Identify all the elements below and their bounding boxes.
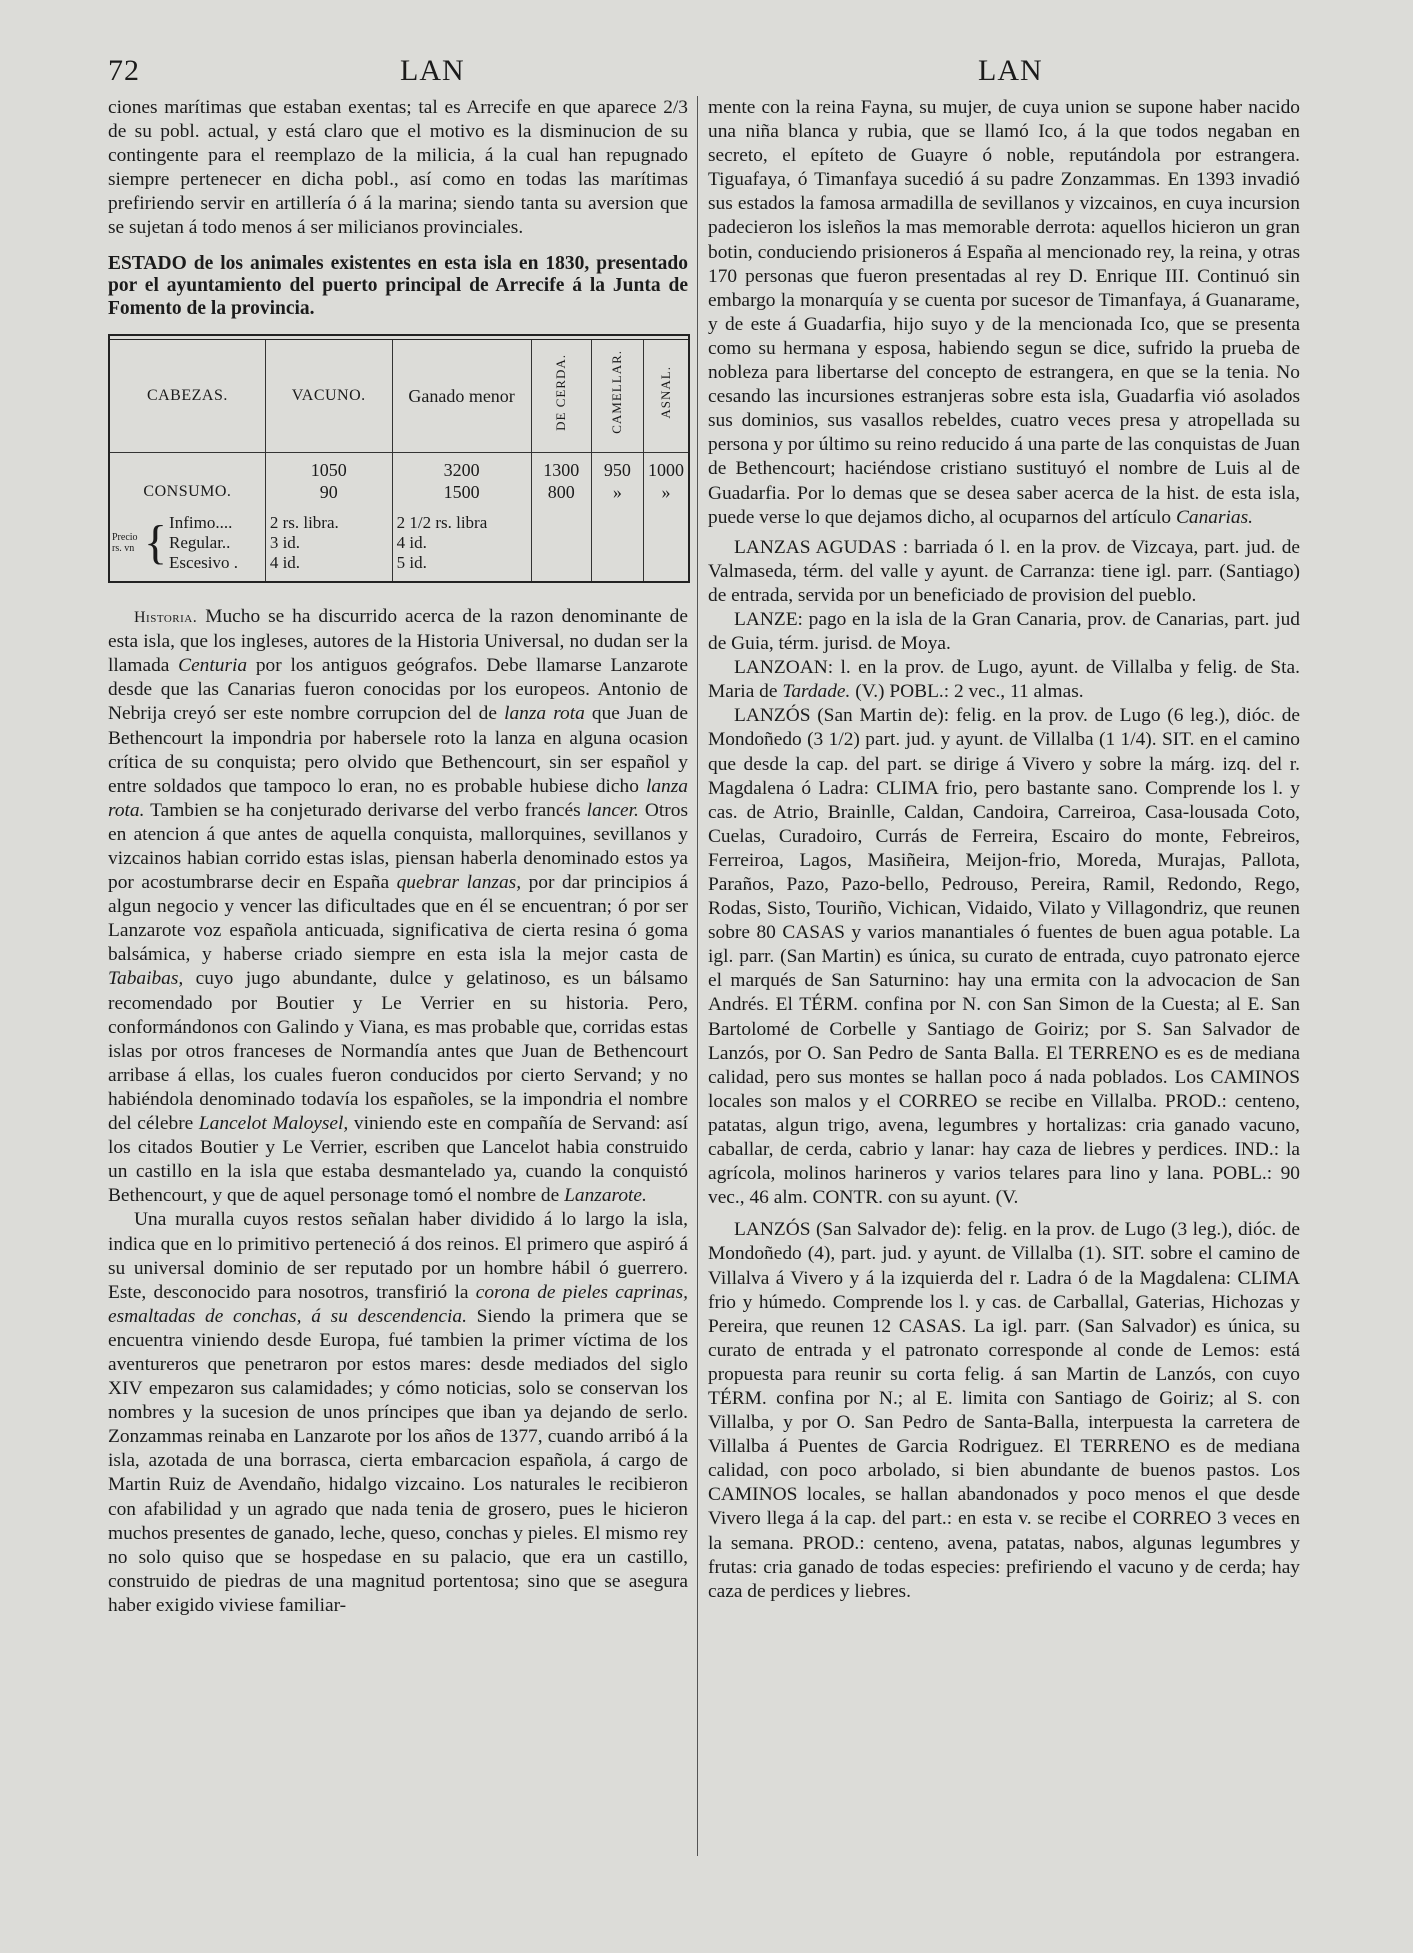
entry-lanzos-san-martin: LANZÓS (San Martin de): felig. en la prov. de Lugo (6 leg.), dióc. de Mondoñedo (3 1/2) part. jud. y ayunt. de Villalba (1 1/4). SIT. en el camino que desde la cap. del part. se dirige á Vivero y sobre la márg. izq. del r. Magdalena ó Ladra: CLIMA frio, pero bastante sano. Comprende los l. y cas. de Atrio, Brainlle, Caldan, Candoira, Carreiroa, Casa-lousada Coto, Cuelas, Curadoiro, Currás de Ferreira, Escairo do monte, Febreiros, Ferreiroa, Lagos, Masiñeira, Meijon-frio, Moreda, Murajas, Pallota, Paraños, Pazo, Pazo-bello, Pedrouso, Pereira, Ramil, Redondo, Rego, Rodas, Sisto, Touriño, Vichican, Vidaido, Vilato y Villagondriz, que reunen sobre 80 CASAS y varios manantiales ó fuentes de buen agua potable. La igl. parr. (San Martin) es única, su curato de entrada, cuyo patronato ejerce el marqués de San Saturnino: hay una ermita con la advocacion de San Andrés. El TÉRM. confina por N. con San Simon de la Cuesta; al E. San Bartolomé de Corbelle y Santiago de Goiriz; por S. San Salvador de Lanzós, por O. San Pedro de Santa Balla. El TERRENO es es de mediana calidad, pero sus montes se hallan poco á nada poblados. Los CAMINOS locales son malos y el CORREO se recibe en Villalba. PROD.: centeno, patatas, algun trigo, avena, legumbres y hortalizas: cria ganado vacuno, caballar, de cerda, cabrio y lanar: hay caza de liebres y perdices. IND.: la agrícola, molinos harineros y varios telares para lino y lana. POBL.: 90 vec., 46 alm. CONTR. con su ayunt. (V.: [708, 705, 1300, 1209]
page-number: 72: [108, 54, 140, 87]
consumo-cerda: 800: [547, 482, 575, 503]
right-column: [708, 96, 1300, 1604]
brace-glyph: {: [144, 516, 168, 570]
entry-lanzoan: LANZOAN: l. en la prov. de Lugo, ayunt. de Villalba y felig. de Sta. Maria de Tardade. (V.) POBL.: 2 vec., 11 almas.: [708, 657, 1300, 703]
table-title: ESTADO de los animales existentes en esta isla en 1830, presentado por el ayuntamiento del puerto principal de Arrecife á la Junta de Fomento de la provincia.: [108, 252, 688, 319]
col-cabezas: CABEZAS.: [146, 387, 228, 405]
consumo-camellar: »: [612, 482, 622, 503]
precio-menor-1: 2 1/2 rs. libra: [396, 513, 488, 533]
row-consumo-label: CONSUMO.: [143, 483, 232, 501]
precio-menor-3: 5 id.: [396, 553, 427, 573]
entry-lanzas-agudas: LANZAS AGUDAS : barriada ó l. en la prov. de Vizcaya, part. jud. de Valmaseda, térm. del valle y ayunt. de Carranza: tiene igl. parr. (Santiago) de entrada, servida por un beneficiado de provision del pueblo.: [708, 536, 1300, 606]
col-asnal: ASNAL.: [657, 365, 673, 419]
price-tiers: [169, 513, 238, 573]
muralla-paragraph: Una muralla cuyos restos señalan haber dividido á lo largo la isla, indica que en lo primitivo perteneció á dos reinos. El primero que aspiró á su universal dominio de ser reputado por un hombre hábil ó guerrero. Este, desconocido para nosotros, transfirió la corona de pieles caprinas, esmaltadas de conchas, á su descendencia. Siendo la primera que se encuentra viniendo desde Europa, fué tambien la primer víctima de los aventureros que penetraron por estos mares: desde mediados del siglo XIV empezaron sus calamidades; y cómo noticias, solo se conservan los nombres y la sucesion de unos príncipes que iban ya dejando de serlo. Zonzammas reinaba en Lanzarote por los años de 1377, cuando arribó á la isla, azotada de una borrasca, cierta embarcacion española, á cargo de Martin Ruiz de Avendaño, hidalgo vizcaino. Los naturales le recibieron con afabilidad y un agrado que nada tenia de grosero, pues le hicieron muchos presentes de ganado, leche, queso, conchas y pieles. El mismo rey no solo quiso que se hospedase en su palacio, que era un castillo, construido de piedras de una magnitud portentosa; sino que se asegura haber exigido viviese familiar-: [108, 1209, 688, 1616]
precio-vacuno-2: 3 id.: [269, 533, 301, 553]
cabezas-menor: 3200: [443, 460, 480, 481]
col-camellar: CAMELLAR.: [609, 350, 625, 434]
col-vacuno: VACUNO.: [291, 387, 366, 405]
running-head-left: LAN: [400, 54, 465, 87]
precio-label: Precio rs. vn: [112, 532, 138, 555]
column-divider: [697, 96, 698, 1856]
tier-regular: Regular..: [169, 533, 231, 553]
consumo-menor: 1500: [443, 482, 480, 503]
continuation-paragraph: mente con la reina Fayna, su mujer, de cuya union se supone haber nacido una niña blanca y rubia, que se llamó Ico, á la que todos negaban en secreto, el epíteto de Guayre ó noble, reputándola por estrangera. Tiguafaya, ó Timanfaya sucedió á su padre Zonzammas. En 1393 invadió sus estados la famosa armadilla de sevillanos y vizcainos, en cuya incursion padecieron los isleños la mas memorable derrota: aquellos hicieron un gran botin, conduciendo prisioneros á España al mencionado rey, la reina, y otras 170 personas que fueron presentadas al rey D. Enrique III. Continuó sin embargo la monarquía y se cuenta por sucesor de Timanfaya, á Guanarame, y de este á Guadarfia, hijo suyo y de la mencionada Ico, que se presenta como su hermana y esposa, habiendo segun se dice, sufrido la prueba de nobleza para libertarse del concepto de estrangera, en que se la tenia. No cesando las incursiones estranjeras sobre esta isla, Guadarfia vió asolados sus dominios, sus vasallos rebeldes, cuatro veces presa y atropellada su persona y por último su reino reducido á una parte de las conquistas de Juan de Bethencourt; haciéndose cristiano sustituyó el nombre de Luis al de Guadarfia. Por lo demas que se desea saber acerca de la hist. de esta isla, puede verse lo que dejamos dicho, al ocuparnos del artículo Canarias.: [708, 97, 1300, 528]
livestock-table: [108, 334, 690, 583]
entry-lanze: LANZE: pago en la isla de la Gran Canaria, prov. de Canarias, part. jud de Guia, térm. jurisd. de Moya.: [708, 608, 1300, 655]
left-column: [108, 96, 688, 1618]
precio-vacuno-3: 4 id.: [269, 553, 301, 573]
col-ganado-menor: Ganado menor: [408, 386, 515, 407]
tier-escesivo: Escesivo .: [169, 553, 238, 573]
consumo-asnal: »: [661, 482, 671, 503]
consumo-vacuno: 90: [319, 482, 338, 503]
cabezas-vacuno: 1050: [310, 460, 347, 481]
running-head-right: LAN: [978, 54, 1043, 87]
precio-menor-2: 4 id.: [396, 533, 427, 553]
tier-infimo: Infimo....: [169, 513, 233, 533]
cabezas-asnal: 1000: [648, 460, 684, 481]
intro-paragraph: ciones marítimas que estaban exentas; tal es Arrecife en que aparece 2/3 de su pobl. actual, y está claro que el motivo es la disminucion de su contingente para el reemplazo de la milicia, á la cual han repugnado siempre pertenecer en dicha pobl., así como en todas las marítimas prefiriendo servir en artillería ó á la marina; siendo tanta su aversion que se sujetan á todo menos á ser milicianos provinciales.: [108, 97, 688, 239]
cabezas-camellar: 950: [603, 460, 631, 481]
historia-paragraph: Historia. Mucho se ha discurrido acerca de la razon denominante de esta isla, que los ingleses, autores de la Historia Universal, no dudan ser la llamada Centuria por los antiguos geógrafos. Debe llamarse Lanzarote desde que las Canarias fueron conocidas por los europeos. Antonio de Nebrija creyó ser este nombre corrupcion del de lanza rota que Juan de Bethencourt la impondria por habersele roto la lanza en alguna ocasion crítica de su conquista; pero olvido que Bethencourt, sin ser español y entre soldados que tampoco lo eran, no es probable hubiese dicho lanza rota. Tambien se ha conjeturado derivarse del verbo francés lancer. Otros en atencion á que antes de aquella conquista, mallorquines, sevillanos y vizcainos habian corrido estas islas, piensan haberla denominado estos ya por acostumbrarse decir en España quebrar lanzas, por dar principios á algun negocio y vencer las dificultades que en él se encuentran; ó por ser Lanzarote voz española anticuada, significativa de cierta resina ó goma balsámica, y haberse criado siempre en esta isla la mejor casta de Tabaibas, cuyo jugo abundante, dulce y gelatinoso, es un bálsamo recomendado por Boutier y Le Verrier en su historia. Pero, conformándonos con Galindo y Viana, es mas probable que, corridas estas islas por otros franceses de Normandía antes que Juan de Bethencourt arribase á ellas, los cuales fueron conducidos por cierto Servand; y no habiéndola denominado todavía los españoles, se la impondria el nombre del célebre Lancelot Maloysel, viniendo este en compañía de Servand: así los citados Boutier y Le Verrier, escriben que Lancelot habia construido un castillo en la isla que estaba desmantelado ya, cuando la conquistó Bethencourt, y que de aquel personage tomó el nombre de Lanzarote.: [108, 606, 688, 1207]
cabezas-cerda: 1300: [543, 460, 580, 481]
precio-vacuno-1: 2 rs. libra.: [269, 513, 339, 533]
col-de-cerda: DE CERDA.: [553, 353, 569, 431]
entry-lanzos-san-salvador: LANZÓS (San Salvador de): felig. en la prov. de Lugo (3 leg.), dióc. de Mondoñedo (4), part. jud. y ayunt. de Villalba (1). SIT. sobre el camino de Villalva á Vivero y á la izquierda del r. Ladra ó de la Magdalena: CLIMA frio y húmedo. Comprende los l. y cas. de Carballal, Gaterias, Hichozas y Pereira, que reunen 12 CASAS. La igl. parr. (San Salvador) es única, su curato de entrada y el patronato corresponde al conde de Lemos: está propuesta para reunir su corta felig. á san Martin de Lanzós, con cuyo TÉRM. confina por N.; al E. limita con Santiago de Goiriz; al S. con Villalba, y por O. San Pedro de Santa-Balla, interpuesta la carretera de Villalba á Puentes de Garcia Rodriguez. El TERRENO es de mediana calidad, con poco arbolado, si bien abundante de buenos pastos. Los CAMINOS locales, se hallan abandonados y poco menos el que desde Vivero llega á la cap. del part.: en esta v. se recibe el CORREO 3 veces en la semana. PROD.: centeno, avena, patatas, nabos, algunas legumbres y frutas: cria ganado de todas especies: prefiriendo el vacuno y de cerda; hay caza de perdices y liebres.: [708, 1219, 1300, 1602]
